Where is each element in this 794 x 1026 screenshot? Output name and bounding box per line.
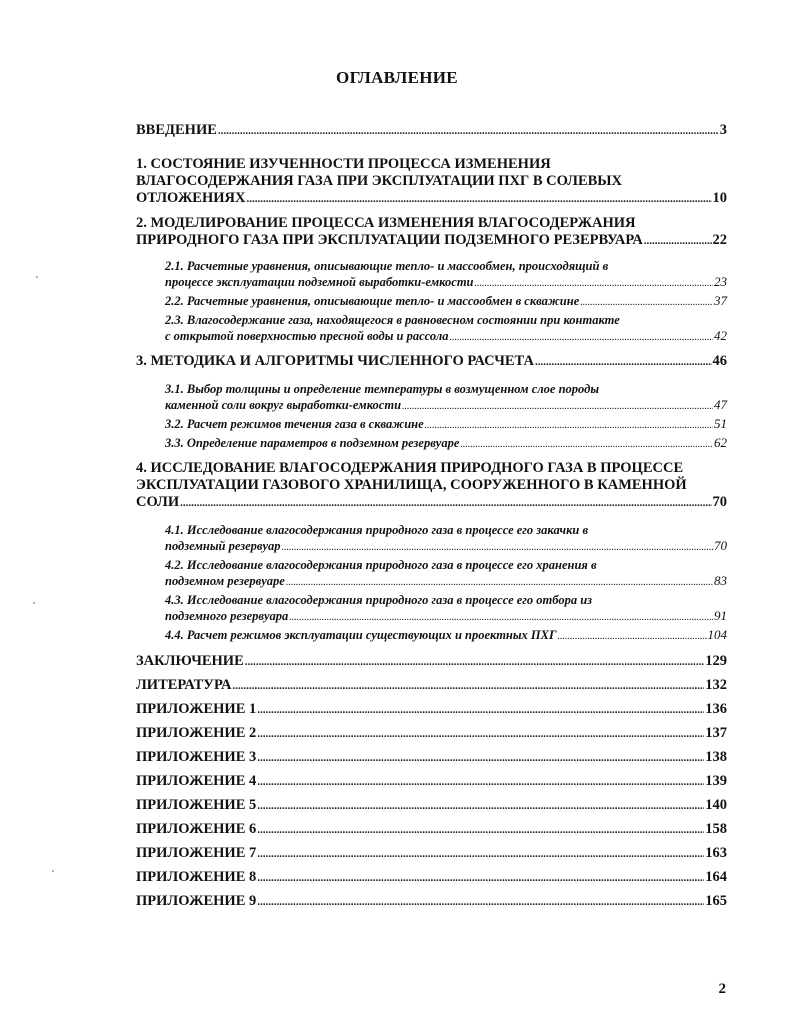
- dot-leader: [257, 870, 704, 887]
- toc-page-number: 91: [714, 608, 727, 623]
- toc-page-number: 70: [712, 494, 727, 510]
- toc-page-number: 3: [719, 122, 727, 138]
- dot-leader: [257, 774, 704, 791]
- toc-entry-text: 3.2. Расчет режимов течения газа в скважине: [165, 417, 424, 431]
- dot-leader: [257, 702, 704, 719]
- toc-subsection-entry: [136, 627, 727, 645]
- dot-leader: [282, 540, 713, 556]
- toc-entry-text: ЛИТЕРАТУРА: [136, 677, 232, 693]
- toc-page-number: 42: [714, 328, 727, 343]
- toc-page-number: 46: [712, 353, 727, 369]
- toc-entry-text: 4.2. Исследование влагосодержания природного газа в процессе его хранения в: [165, 558, 597, 572]
- toc-entry-text: СОЛИ: [136, 494, 180, 510]
- toc-page-number: 129: [705, 653, 727, 669]
- toc-page-number: 83: [714, 573, 727, 588]
- scan-speck: [52, 870, 54, 872]
- toc-page-number: 62: [714, 435, 727, 450]
- toc-section-entry: [136, 353, 727, 371]
- toc-section-entry: [136, 845, 727, 863]
- toc-entry-text: подземного резервуара: [165, 609, 289, 623]
- dot-leader: [402, 399, 713, 415]
- toc-subsection-entry: [136, 381, 727, 415]
- toc-subsection-entry: [136, 416, 727, 434]
- toc-entry-text: подземный резервуар: [165, 539, 281, 553]
- toc-entry-text: 3. МЕТОДИКА И АЛГОРИТМЫ ЧИСЛЕННОГО РАСЧЕТА: [136, 353, 534, 369]
- dot-leader: [580, 295, 713, 311]
- toc-entry-text: ВЛАГОСОДЕРЖАНИЯ ГАЗА ПРИ ЭКСПЛУАТАЦИИ ПХГ В СОЛЕВЫХ: [136, 173, 623, 189]
- toc-entry-text: ПРИРОДНОГО ГАЗА ПРИ ЭКСПЛУАТАЦИИ ПОДЗЕМНОГО РЕЗЕРВУАРА: [136, 232, 643, 248]
- toc-section-entry: [136, 701, 727, 719]
- toc-page-number: 23: [714, 274, 727, 289]
- toc-entry-text: 4. ИССЛЕДОВАНИЕ ВЛАГОСОДЕРЖАНИЯ ПРИРОДНОГО ГАЗА В ПРОЦЕССЕ: [136, 460, 684, 476]
- toc-entry-text: ПРИЛОЖЕНИЕ 2: [136, 725, 257, 741]
- dot-leader: [218, 123, 719, 140]
- toc-section-entry: [136, 893, 727, 911]
- toc-entry-text: с открытой поверхностью пресной воды и рассола: [165, 329, 449, 343]
- toc-page-number: 137: [705, 725, 727, 741]
- dot-leader: [257, 894, 704, 911]
- toc-section-entry: [136, 122, 727, 140]
- dot-leader: [286, 575, 713, 591]
- toc-page-number: 136: [705, 701, 727, 717]
- toc-entry-text: 2.2. Расчетные уравнения, описывающие тепло- и массообмен в скважине: [165, 294, 580, 308]
- toc-entry-text: подземном резервуаре: [165, 574, 285, 588]
- toc-subsection-entry: [136, 557, 727, 591]
- dot-leader: [644, 233, 712, 250]
- dot-leader: [558, 629, 707, 645]
- toc-section-entry: [136, 156, 727, 208]
- toc-subsection-entry: [136, 293, 727, 311]
- toc-entry-text: ПРИЛОЖЕНИЕ 1: [136, 701, 257, 717]
- toc-page-number: 139: [705, 773, 727, 789]
- toc-subsection-entry: [136, 258, 727, 292]
- toc-entry-text: ПРИЛОЖЕНИЕ 3: [136, 749, 257, 765]
- toc-page-number: 37: [714, 293, 727, 308]
- toc-subsection-entry: [136, 592, 727, 626]
- toc-entry-text: ПРИЛОЖЕНИЕ 9: [136, 893, 257, 909]
- dot-leader: [245, 654, 704, 671]
- toc-entry-text: ПРИЛОЖЕНИЕ 4: [136, 773, 257, 789]
- dot-leader: [180, 495, 711, 512]
- toc-section-entry: [136, 773, 727, 791]
- dot-leader: [257, 822, 704, 839]
- dot-leader: [257, 798, 704, 815]
- toc-entry-text: процессе эксплуатации подземной выработки-емкости: [165, 275, 474, 289]
- table-of-contents: [136, 122, 727, 911]
- toc-entry-text: ПРИЛОЖЕНИЕ 5: [136, 797, 257, 813]
- toc-page-number: 140: [705, 797, 727, 813]
- toc-entry-text: каменной соли вокруг выработки-емкости: [165, 398, 402, 412]
- dot-leader: [257, 846, 704, 863]
- toc-entry-text: 1. СОСТОЯНИЕ ИЗУЧЕННОСТИ ПРОЦЕССА ИЗМЕНЕНИЯ: [136, 156, 551, 172]
- toc-section-entry: [136, 797, 727, 815]
- page-number: 2: [718, 981, 726, 997]
- dot-leader: [257, 726, 704, 743]
- toc-entry-text: 3.1. Выбор толщины и определение температуры в возмущенном слое породы: [165, 382, 600, 396]
- toc-page-number: 22: [712, 232, 727, 248]
- toc-entry-text: 2.1. Расчетные уравнения, описывающие тепло- и массообмен, происходящий в: [165, 259, 609, 273]
- toc-section-entry: [136, 869, 727, 887]
- dot-leader: [257, 750, 704, 767]
- toc-entry-text: ВВЕДЕНИЕ: [136, 122, 217, 138]
- toc-section-entry: [136, 821, 727, 839]
- toc-entry-text: ЗАКЛЮЧЕНИЕ: [136, 653, 244, 669]
- toc-entry-text: 4.4. Расчет режимов эксплуатации существующих и проектных ПХГ: [165, 628, 557, 642]
- toc-section-entry: [136, 215, 727, 250]
- toc-section-entry: [136, 460, 727, 512]
- toc-entry-text: 2. МОДЕЛИРОВАНИЕ ПРОЦЕССА ИЗМЕНЕНИЯ ВЛАГОСОДЕРЖАНИЯ: [136, 215, 636, 231]
- toc-page-number: 163: [705, 845, 727, 861]
- toc-subsection-entry: [136, 435, 727, 453]
- toc-subsection-entry: [136, 312, 727, 346]
- dot-leader: [425, 418, 713, 434]
- dot-leader: [450, 330, 713, 346]
- toc-page-number: 164: [705, 869, 727, 885]
- page-title: ОГЛАВЛЕНИЕ: [336, 68, 458, 87]
- toc-entry-text: 3.3. Определение параметров в подземном резервуаре: [165, 436, 460, 450]
- dot-leader: [475, 276, 713, 292]
- toc-section-entry: [136, 653, 727, 671]
- toc-page-number: 138: [705, 749, 727, 765]
- scan-speck: [36, 276, 38, 278]
- toc-page-number: 158: [705, 821, 727, 837]
- toc-section-entry: [136, 677, 727, 695]
- toc-page-number: 70: [714, 538, 727, 553]
- dot-leader: [460, 437, 713, 453]
- toc-entry-text: 4.3. Исследование влагосодержания природного газа в процессе его отбора из: [165, 593, 593, 607]
- dot-leader: [232, 678, 704, 695]
- toc-entry-text: ПРИЛОЖЕНИЕ 7: [136, 845, 257, 861]
- toc-entry-text: ОТЛОЖЕНИЯХ: [136, 190, 246, 206]
- toc-entry-text: 2.3. Влагосодержание газа, находящегося в равновесном состоянии при контакте: [165, 313, 620, 327]
- toc-entry-text: ЭКСПЛУАТАЦИИ ГАЗОВОГО ХРАНИЛИЩА, СООРУЖЕННОГО В КАМЕННОЙ: [136, 477, 687, 493]
- toc-page-number: 51: [714, 416, 727, 431]
- dot-leader: [289, 610, 713, 626]
- toc-page-number: 165: [705, 893, 727, 909]
- scan-speck: [33, 602, 35, 604]
- toc-entry-text: ПРИЛОЖЕНИЕ 8: [136, 869, 257, 885]
- toc-subsection-entry: [136, 522, 727, 556]
- toc-page-number: 10: [712, 190, 727, 206]
- toc-page-number: 47: [714, 397, 727, 412]
- toc-page-number: 104: [707, 627, 727, 642]
- toc-entry-text: 4.1. Исследование влагосодержания природного газа в процессе его закачки в: [165, 523, 589, 537]
- dot-leader: [246, 191, 711, 208]
- toc-section-entry: [136, 725, 727, 743]
- dot-leader: [535, 354, 712, 371]
- toc-page-number: 132: [705, 677, 727, 693]
- toc-entry-text: ПРИЛОЖЕНИЕ 6: [136, 821, 257, 837]
- toc-section-entry: [136, 749, 727, 767]
